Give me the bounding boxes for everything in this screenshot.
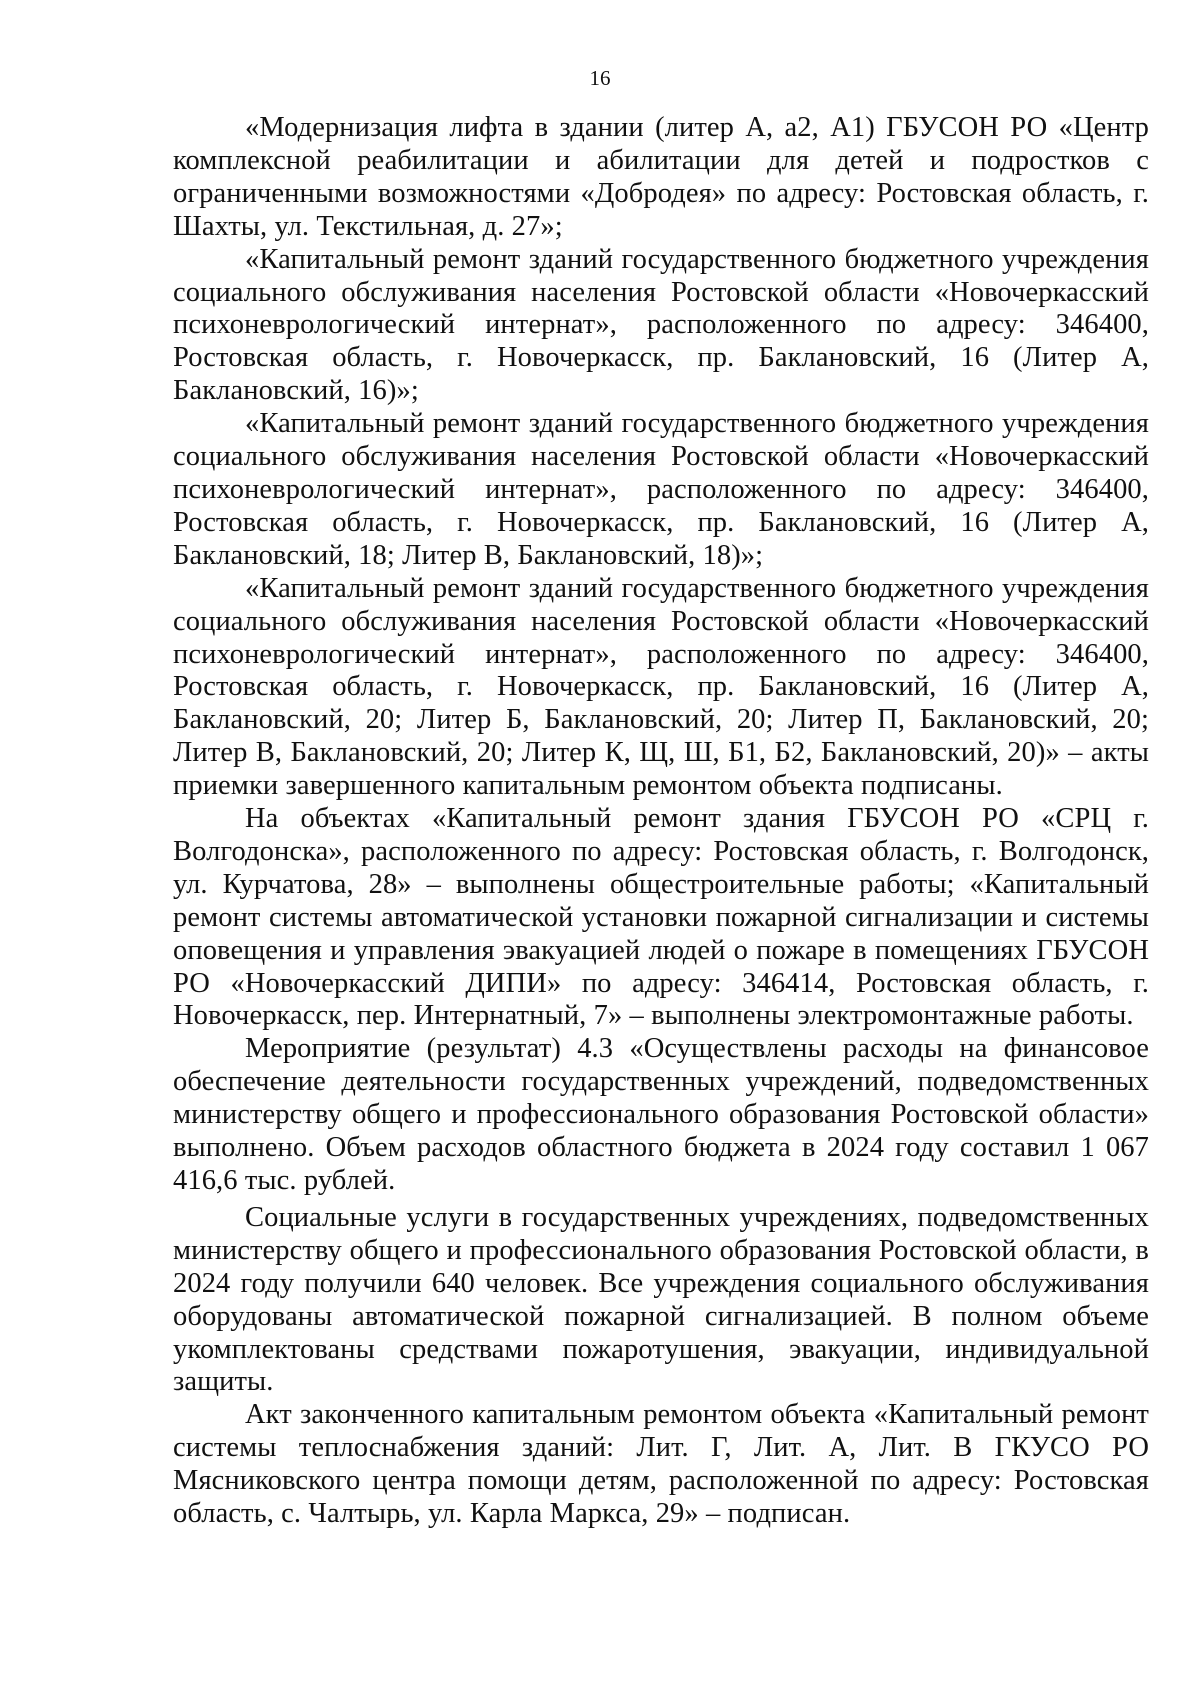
paragraph-volgodonsk-novocherkassk-works: На объектах «Капитальный ремонт здания ГБУСОН РО «СРЦ г. Волгодонска», расположенного по адресу: Ростовская область, г. Волгодонск, ул. Курчатова, 28» – выполнены общестроительные работы; «Капитальный ремонт системы автоматической установки пожарной сигнализации и системы оповещения и управления эвакуацией людей о пожаре в помещениях ГБУСОН РО «Новочеркасский ДИПИ» по адресу: 346414, Ростовская область, г. Новочеркасск, пер. Интернатный, 7» – выполнены электромонтажные работы.: [173, 803, 1149, 1032]
paragraph-repair-baklanovsky-18: «Капитальный ремонт зданий государственного бюджетного учреждения социального обслуживания населения Ростовской области «Новочеркасский психоневрологический интернат», расположенного по адресу: 346400, Ростовская область, г. Новочеркасск, пр. Баклановский, 16 (Литер А, Баклановский, 18; Литер В, Баклановский, 18)»;: [173, 408, 1149, 571]
paragraph-social-services: Социальные услуги в государственных учреждениях, подведомственных министерству общего и профессионального образования Ростовской области, в 2024 году получили 640 человек. Все учреждения социального обслуживания оборудованы автоматической пожарной сигнализацией. В полном объеме укомплектованы средствами пожаротушения, эвакуации, индивидуальной защиты.: [173, 1201, 1149, 1398]
paragraph-modernization-lift: «Модернизация лифта в здании (литер А, а2, А1) ГБУСОН РО «Центр комплексной реабилитации и абилитации для детей и подростков с ограниченными возможностями «Добродея» по адресу: Ростовская область, г. Шахты, ул. Текстильная, д. 27»;: [173, 112, 1149, 242]
paragraph-measure-4-3: Мероприятие (результат) 4.3 «Осуществлены расходы на финансовое обеспечение деятельности государственных учреждений, подведомственных министерству общего и профессионального образования Ростовской области» выполнено. Объем расходов областного бюджета в 2024 году составил 1 067 416,6 тыс. рублей.: [173, 1033, 1149, 1196]
document-body: [173, 112, 1149, 1531]
paragraph-repair-baklanovsky-16: «Капитальный ремонт зданий государственного бюджетного учреждения социального обслуживания населения Ростовской области «Новочеркасский психоневрологический интернат», расположенного по адресу: 346400, Ростовская область, г. Новочеркасск, пр. Баклановский, 16 (Литер А, Баклановский, 16)»;: [173, 243, 1149, 407]
page-number: 16: [589, 66, 611, 90]
paragraph-repair-baklanovsky-20: «Капитальный ремонт зданий государственного бюджетного учреждения социального обслуживания населения Ростовской области «Новочеркасский психоневрологический интернат», расположенного по адресу: 346400, Ростовская область, г. Новочеркасск, пр. Баклановский, 16 (Литер А, Баклановский, 20; Литер Б, Баклановский, 20; Литер П, Баклановский, 20; Литер В, Баклановский, 20; Литер К, Щ, Ш, Б1, Б2, Баклановский, 20)» – акты приемки завершенного капитальным ремонтом объекта подписаны.: [173, 572, 1149, 802]
paragraph-heating-repair-act: Акт законченного капитальным ремонтом объекта «Капитальный ремонт системы теплоснабжения зданий: Лит. Г, Лит. А, Лит. В ГКУСО РО Мясниковского центра помощи детям, расположенной по адресу: Ростовская область, с. Чалтырь, ул. Карла Маркса, 29» – подписан.: [173, 1399, 1149, 1530]
